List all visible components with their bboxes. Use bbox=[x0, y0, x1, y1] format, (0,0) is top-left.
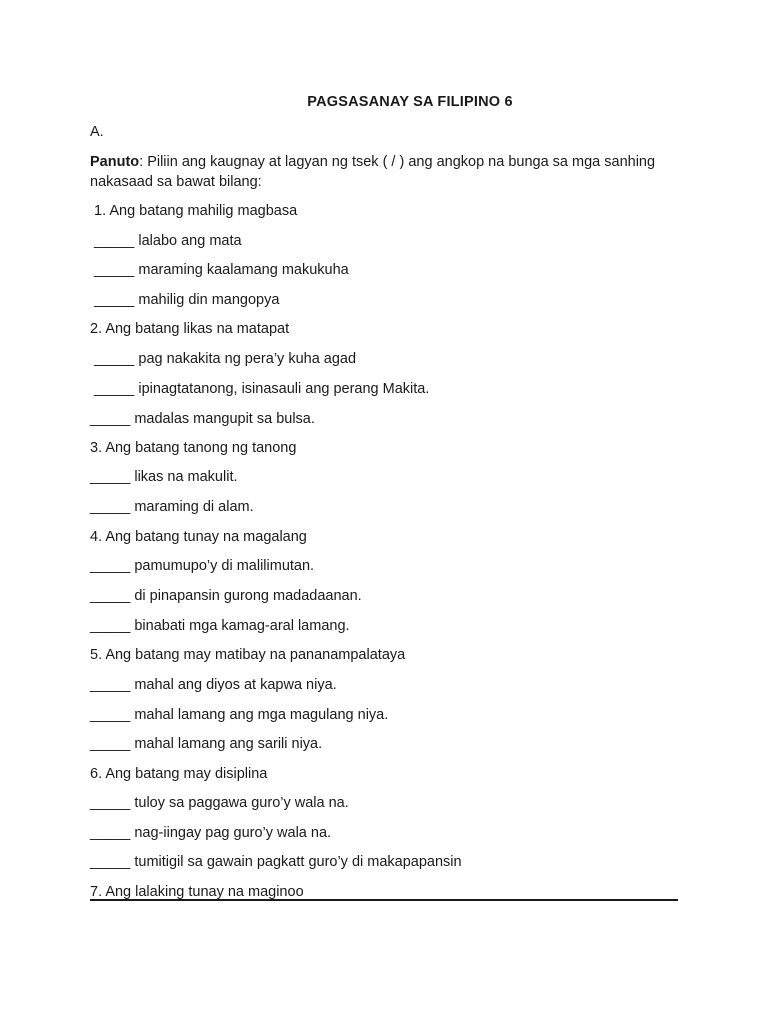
choice-1c: _____ mahilig din mangopya bbox=[90, 292, 280, 308]
choice-2c: _____ madalas mangupit sa bulsa. bbox=[90, 411, 315, 427]
question-6: 6. Ang batang may disiplina bbox=[90, 766, 268, 782]
choice-2a: _____ pag nakakita ng pera’y kuha agad bbox=[90, 351, 357, 367]
question-1: 1. Ang batang mahilig magbasa bbox=[90, 203, 298, 219]
choice-3b: _____ maraming di alam. bbox=[90, 499, 254, 515]
choice-6a: _____ tuloy sa paggawa guro’y wala na. bbox=[90, 795, 349, 811]
question-3: 3. Ang batang tanong ng tanong bbox=[90, 440, 297, 456]
choice-6c: _____ tumitigil sa gawain pagkatt guro’y di makapapansin bbox=[90, 854, 462, 870]
choice-5a: _____ mahal ang diyos at kapwa niya. bbox=[90, 677, 337, 693]
choice-4b: _____ di pinapansin gurong madadaanan. bbox=[90, 588, 362, 604]
instructions-line-2: nakasaad sa bawat bilang: bbox=[90, 174, 262, 190]
choice-4c: _____ binabati mga kamag-aral lamang. bbox=[90, 618, 350, 634]
page-title: PAGSASANAY SA FILIPINO 6 bbox=[307, 94, 513, 110]
section-label: A. bbox=[90, 124, 104, 140]
choice-5c: _____ mahal lamang ang sarili niya. bbox=[90, 736, 323, 752]
question-5: 5. Ang batang may matibay na pananampalataya bbox=[90, 647, 406, 663]
page-divider bbox=[90, 899, 678, 901]
instructions-label: Panuto bbox=[90, 154, 140, 170]
choice-5b: _____ mahal lamang ang mga magulang niya. bbox=[90, 707, 389, 723]
question-7: 7. Ang lalaking tunay na maginoo bbox=[90, 884, 304, 900]
instructions-line-1 bbox=[90, 153, 655, 171]
choice-3a: _____ likas na makulit. bbox=[90, 469, 238, 485]
choice-1a: _____ lalabo ang mata bbox=[90, 233, 242, 249]
choice-6b: _____ nag-iingay pag guro’y wala na. bbox=[90, 825, 332, 841]
choice-4a: _____ pamumupo’y di malilimutan. bbox=[90, 558, 315, 574]
instructions-text: : Piliin ang kaugnay at lagyan ng tsek ( / ) ang angkop na bunga sa mga sanhing bbox=[139, 154, 656, 170]
choice-1b: _____ maraming kaalamang makukuha bbox=[90, 262, 349, 278]
question-4: 4. Ang batang tunay na magalang bbox=[90, 529, 307, 545]
choice-2b: _____ ipinagtatanong, isinasauli ang perang Makita. bbox=[90, 381, 430, 397]
question-2: 2. Ang batang likas na matapat bbox=[90, 321, 290, 337]
